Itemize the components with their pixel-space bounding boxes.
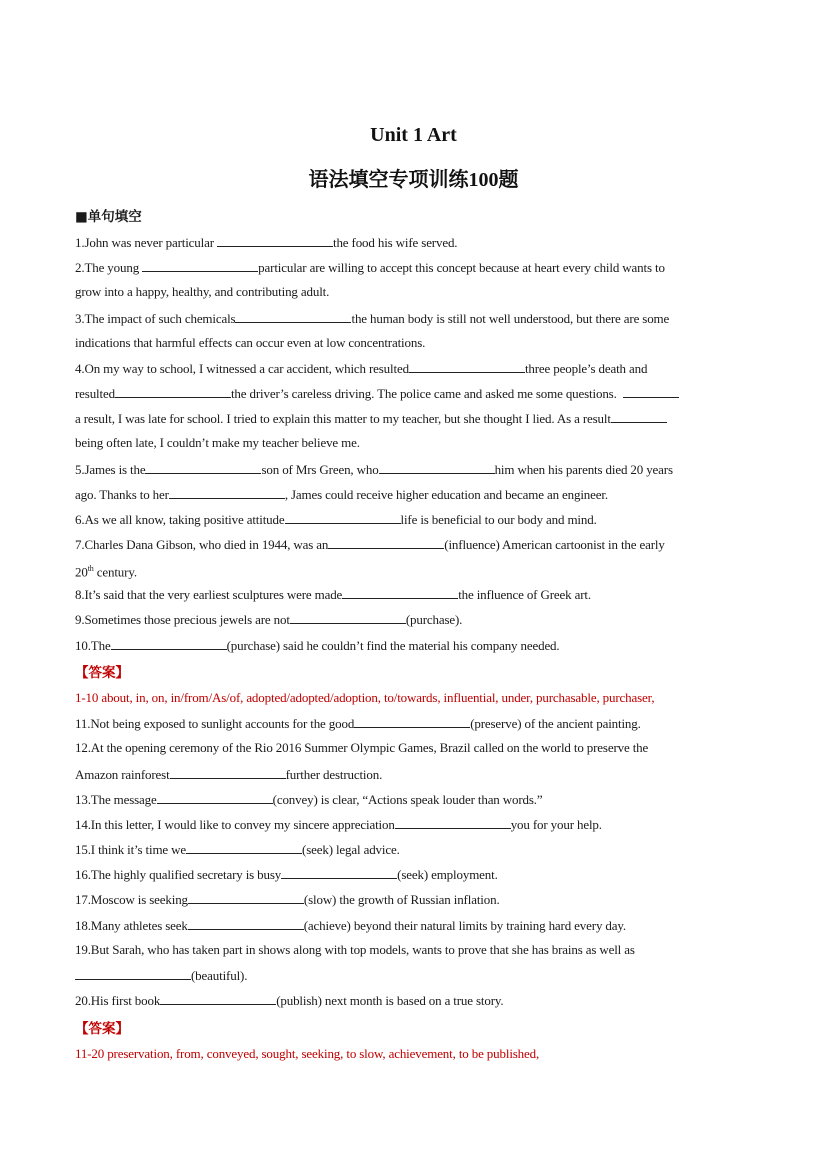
question-13: 13.The message (convey) is clear, “Actions speak louder than words.” xyxy=(75,792,543,807)
question-10: 10.The (purchase) said he couldn’t find the material his company needed. xyxy=(75,638,560,653)
answer-blank[interactable] xyxy=(354,715,470,728)
question-4-cont: resulted the driver’s careless driving. The police came and asked me some questions. xyxy=(75,385,755,402)
answer-blank[interactable] xyxy=(111,637,227,650)
question-19: 19.But Sarah, who has taken part in shows along with top models, wants to prove that she has brains as well as xyxy=(75,942,635,957)
question-2-cont: grow into a happy, healthy, and contributing adult. xyxy=(75,284,330,299)
question-4-cont: a result, I was late for school. I tried to explain this matter to my teacher, but she thought I lied. As a result xyxy=(75,410,755,427)
question-5: 5.James is the son of Mrs Green, who him when his parents died 20 years xyxy=(75,462,673,477)
answer-blank[interactable] xyxy=(611,410,667,423)
question-15: 15.I think it’s time we (seek) legal advice. xyxy=(75,842,400,857)
question-5-cont: ago. Thanks to her , James could receive higher education and became an engineer. xyxy=(75,487,608,502)
question-12: 12.At the opening ceremony of the Rio 2016 Summer Olympic Games, Brazil called on the world to preserve the xyxy=(75,740,649,755)
answer-blank[interactable] xyxy=(290,611,406,624)
document-title: Unit 1 Art xyxy=(370,124,457,146)
question-7: 7.Charles Dana Gibson, who died in 1944, was an (influence) American cartoonist in the early xyxy=(75,537,665,552)
answer-blank[interactable] xyxy=(160,992,276,1005)
answer-blank[interactable] xyxy=(285,511,401,524)
answer-blank[interactable] xyxy=(281,866,397,879)
question-14: 14.In this letter, I would like to convey my sincere appreciation you for your help. xyxy=(75,817,602,832)
question-20: 20.His first book (publish) next month is based on a true story. xyxy=(75,993,504,1008)
answer-blank[interactable] xyxy=(157,791,273,804)
answer-blank[interactable] xyxy=(379,461,495,474)
answer-heading: 【答案】 xyxy=(75,1021,129,1037)
question-1: 1.John was never particular the food his wife served. xyxy=(75,235,458,250)
answer-blank[interactable] xyxy=(75,967,191,980)
answer-blank[interactable] xyxy=(235,310,351,323)
answer-blank[interactable] xyxy=(342,586,458,599)
question-11: 11.Not being exposed to sunlight accounts for the good (preserve) of the ancient painting. xyxy=(75,716,641,731)
answer-blank[interactable] xyxy=(328,536,444,549)
question-6: 6.As we all know, taking positive attitude life is beneficial to our body and mind. xyxy=(75,512,597,527)
answer-heading: 【答案】 xyxy=(75,665,129,681)
question-3-cont: indications that harmful effects can occur even at low concentrations. xyxy=(75,335,426,350)
answer-blank[interactable] xyxy=(188,891,304,904)
answer-blank[interactable] xyxy=(169,486,285,499)
answer-key-1-10: 1-10 about, in, on, in/from/As/of, adopted/adopted/adoption, to/towards, influential, under, purchasable, purchaser, xyxy=(75,690,655,705)
question-16: 16.The highly qualified secretary is busy (seek) employment. xyxy=(75,867,498,882)
question-4: 4.On my way to school, I witnessed a car accident, which resulted three people’s death and xyxy=(75,361,648,376)
answer-blank[interactable] xyxy=(409,360,525,373)
answer-blank[interactable] xyxy=(115,385,231,398)
document-subtitle: 语法填空专项训练100题 xyxy=(308,169,519,191)
question-2: 2.The young particular are willing to accept this concept because at heart every child wants to xyxy=(75,260,665,275)
answer-blank[interactable] xyxy=(142,259,258,272)
answer-blank[interactable] xyxy=(395,816,511,829)
question-3: 3.The impact of such chemicals the human body is still not well understood, but there are some xyxy=(75,311,670,326)
question-19-cont: (beautiful). xyxy=(75,967,755,984)
answer-blank[interactable] xyxy=(170,766,286,779)
question-9: 9.Sometimes those precious jewels are not (purchase). xyxy=(75,612,463,627)
question-17: 17.Moscow is seeking (slow) the growth of Russian inflation. xyxy=(75,892,500,907)
question-12-cont: Amazon rainforest further destruction. xyxy=(75,767,383,782)
question-4-cont: being often late, I couldn’t make my teacher believe me. xyxy=(75,435,360,450)
question-8: 8.It’s said that the very earliest sculptures were made the influence of Greek art. xyxy=(75,587,591,602)
section-heading: ■单句填空 xyxy=(75,209,142,225)
question-7-cont: 20th century. xyxy=(75,564,137,580)
answer-blank[interactable] xyxy=(145,461,261,474)
answer-blank[interactable] xyxy=(623,385,679,398)
answer-blank[interactable] xyxy=(217,234,333,247)
answer-blank[interactable] xyxy=(186,841,302,854)
answer-key-11-20: 11-20 preservation, from, conveyed, sought, seeking, to slow, achievement, to be published, xyxy=(75,1046,540,1061)
question-18: 18.Many athletes seek (achieve) beyond their natural limits by training hard every day. xyxy=(75,918,626,933)
answer-blank[interactable] xyxy=(188,917,304,930)
